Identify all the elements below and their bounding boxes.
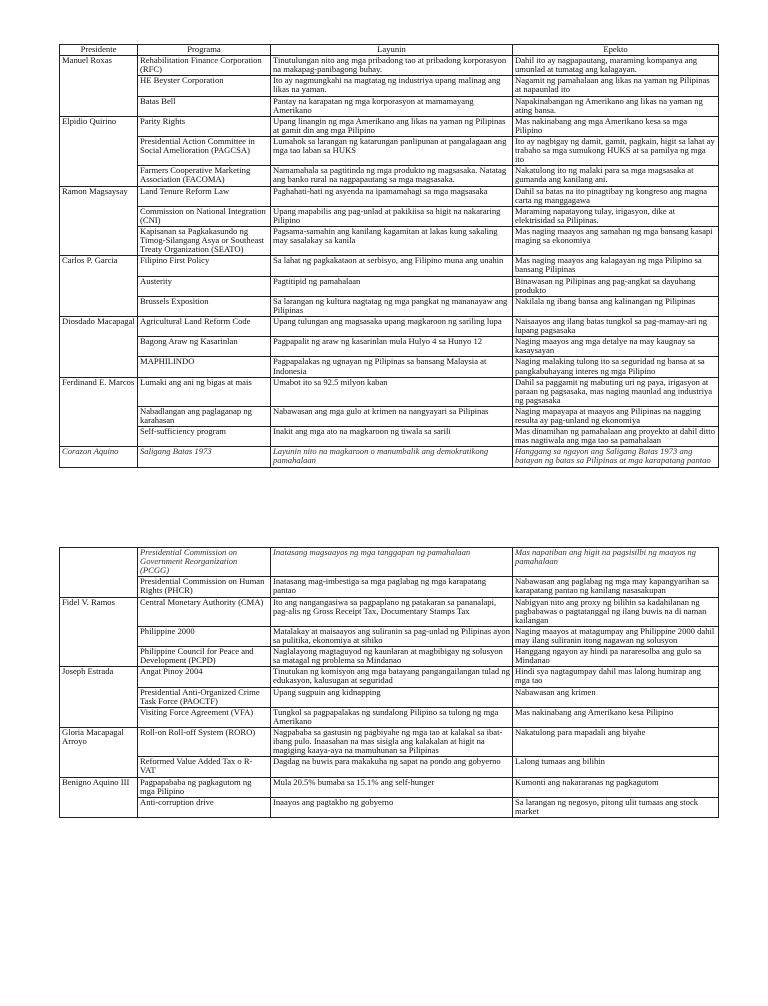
table-row bbox=[60, 56, 719, 76]
presidents-programs-table-1 bbox=[59, 44, 719, 468]
goal-cell: Namamahala sa pagtitinda ng mga produkto ng magsasaka. Natatag ang banko rural na nagpapautang sa mga magsasaka. bbox=[271, 166, 513, 186]
effect-cell: Hanggang ngayon ay hindi pa nararesolba ang gulo sa Mindanao bbox=[513, 647, 719, 667]
program-cell: Parity Rights bbox=[138, 116, 271, 136]
effect-cell: Mas nakinabang ang Amerikano kesa Pilipino bbox=[513, 707, 719, 727]
program-cell: Agricultural Land Reform Code bbox=[138, 316, 271, 336]
goal-cell: Inaayos ang pagtakbo ng gobyerno bbox=[271, 797, 513, 817]
goal-cell: Layunin nito na magkaroon o manumbalik ang demokratikong pamahalaan bbox=[271, 447, 513, 467]
program-cell: Commission on National Integration (CNI) bbox=[138, 206, 271, 226]
effect-cell: Mas naging maayos ang samahan ng mga bansang kasapi maging sa ekonomiya bbox=[513, 226, 719, 255]
effect-cell: Mas dinamihan ng pamahalaan ang proyekto at dahil ditto mas nagtiwala ang mga tao sa pamahalaan bbox=[513, 427, 719, 447]
table-row bbox=[60, 316, 719, 336]
program-cell: Land Tenure Reform Law bbox=[138, 186, 271, 206]
goal-cell: Ito ang nangangasiwa sa pagpaplano ng patakaran sa pananalapi, pag-alis ng Gross Receipt Tax, Documentary Stamps Tax bbox=[271, 597, 513, 626]
goal-cell: Tinutulungan nito ang mga pribadong tao at pribadong korporasyon na makapag-panibagong buhay. bbox=[271, 56, 513, 76]
goal-cell: Lumahok sa larangan ng katarungan panlipunan at pangalagaan ang mga tao laban sa HUKS bbox=[271, 136, 513, 165]
program-cell: Anti-corruption drive bbox=[138, 797, 271, 817]
program-cell: Presidential Commission on Human Rights (PHCR) bbox=[138, 577, 271, 597]
table-row bbox=[60, 186, 719, 206]
table-row bbox=[60, 447, 719, 467]
table-row bbox=[60, 548, 719, 577]
goal-cell: Inatasang magsaayos ng mga tanggapan ng pamahalaan bbox=[271, 548, 513, 577]
president-cell: Ferdinand E. Marcos bbox=[60, 377, 138, 447]
goal-cell: Sa lahat ng pagkakataon at serbisyo, ang Filipino muna ang unahin bbox=[271, 256, 513, 276]
program-cell: Nabadlangan ang paglaganap ng karahasan bbox=[138, 406, 271, 426]
goal-cell: Sa larangan ng kultura nagtatag ng mga pangkat ng mananayaw ang Pilipinas bbox=[271, 296, 513, 316]
program-cell: Lumaki ang ani ng bigas at mais bbox=[138, 377, 271, 406]
program-cell: Reformed Value Added Tax o R-VAT bbox=[138, 757, 271, 777]
table-row bbox=[60, 797, 719, 817]
table-row bbox=[60, 76, 719, 96]
table-row bbox=[60, 296, 719, 316]
table-row bbox=[60, 276, 719, 296]
effect-cell: Naging malaking tulong ito sa seguridad ng bansa at sa pangkabuhayang interes ng mga Pilipino bbox=[513, 357, 719, 377]
program-cell: Kapisanan sa Pagkakasundo ng Timog-Silangang Asya or Southeast Treaty Organization (SEATO) bbox=[138, 226, 271, 255]
effect-cell: Nabigyan nito ang proxy ng bilihin sa kadahilanan ng pagbabawas o pagtatanggal ng ilang buwis na di naman kailangan bbox=[513, 597, 719, 626]
program-cell: Presidential Anti-Organized Crime Task Force (PAOCTF) bbox=[138, 687, 271, 707]
program-cell: Batas Bell bbox=[138, 96, 271, 116]
goal-cell: Tinutukan ng komisyon ang mga batayang pangangailangan tulad ng edukasyon, kalusugan at seguridad bbox=[271, 667, 513, 687]
table-row bbox=[60, 166, 719, 186]
effect-cell: Hanggang sa ngayon ang Saligang Batas 1973 ang batayan ng batas sa Pilipinas at mga karapatang pantao bbox=[513, 447, 719, 467]
program-cell: Presidential Action Committee in Social Amelioration (PAGCSA) bbox=[138, 136, 271, 165]
table-row bbox=[60, 577, 719, 597]
goal-cell: Pagpapalakas ng ugnayan ng Pilipinas sa bansang Malaysia at Indonesia bbox=[271, 357, 513, 377]
president-cell: Gloria Macapagal Arroyo bbox=[60, 727, 138, 777]
header-presidente: Presidente bbox=[60, 45, 138, 56]
goal-cell: Tungkol sa pagpapalakas ng sundalong Pilipino sa tulong ng mga Amerikano bbox=[271, 707, 513, 727]
effect-cell: Kumonti ang nakararanas ng pagkagutom bbox=[513, 777, 719, 797]
table-row bbox=[60, 626, 719, 646]
table-row bbox=[60, 96, 719, 116]
effect-cell: Dahil sa paggamit ng mabuting uri ng paya, irigasyon at paraan ng pagsasaka, mas naging maunlad ang industriya ng pagsasaka bbox=[513, 377, 719, 406]
program-cell: Angat Pinoy 2004 bbox=[138, 667, 271, 687]
effect-cell: Nakatulong para mapadali ang biyahe bbox=[513, 727, 719, 756]
program-cell: Philippine Council for Peace and Development (PCPD) bbox=[138, 647, 271, 667]
table-row bbox=[60, 667, 719, 687]
effect-cell: Mas napatiban ang higit na pagsisilbi ng maayos ng pamahalaan bbox=[513, 548, 719, 577]
effect-cell: Lalong tumaas ang bilihin bbox=[513, 757, 719, 777]
effect-cell: Naging maayos at matagumpay ang Philippine 2000 dahil may ilang suliranin itong nagawan ng solusyon bbox=[513, 626, 719, 646]
table-row bbox=[60, 256, 719, 276]
table-row bbox=[60, 226, 719, 255]
effect-cell: Nabawasan ang krimen bbox=[513, 687, 719, 707]
header-layunin: Layunin bbox=[271, 45, 513, 56]
table-1-body bbox=[60, 56, 719, 467]
effect-cell: Nagamit ng pamahalaan ang likas na yaman ng Pilipinas at napaunlad ito bbox=[513, 76, 719, 96]
program-cell: MAPHILINDO bbox=[138, 357, 271, 377]
president-cell: Elpidio Quirino bbox=[60, 116, 138, 186]
president-cell: Fidel V. Ramos bbox=[60, 597, 138, 667]
president-cell: Joseph Estrada bbox=[60, 667, 138, 728]
program-cell: Roll-on Roll-off System (RORO) bbox=[138, 727, 271, 756]
goal-cell: Upang mapabilis ang pag-unlad at pakikiisa sa higit na nakararing Pilipino bbox=[271, 206, 513, 226]
presidents-programs-table-2 bbox=[59, 547, 719, 818]
effect-cell: Maraming napatayong tulay, irigasyon, dike at elektrisidad sa Pilipinas. bbox=[513, 206, 719, 226]
effect-cell: Nakilala ng ibang bansa ang kalinangan ng Pilipinas bbox=[513, 296, 719, 316]
effect-cell: Nakatulong ito ng malaki para sa mga magsasaka at gumanda ang kanilang ani. bbox=[513, 166, 719, 186]
effect-cell: Naging mapayapa at maayos ang Pilipinas na nagging resulta ay pag-unland ng ekonomiya bbox=[513, 406, 719, 426]
goal-cell: Nabawasan ang mga gulo at krimen na nangyayari sa Pilipinas bbox=[271, 406, 513, 426]
effect-cell: Ito ay nagbigay ng damit, gamit, pagkain, higit sa lahat ay trabaho sa mga sumukong HUKS at sa pamilya ng mga ito bbox=[513, 136, 719, 165]
effect-cell: Dahil sa batas na ito pinagtibay ng kongreso ang magna carta ng manggagawa bbox=[513, 186, 719, 206]
president-cell: Diosdado Macapagal bbox=[60, 316, 138, 377]
effect-cell: Sa larangan ng negosyo, pitong ulit tumaas ang stock market bbox=[513, 797, 719, 817]
goal-cell: Inakit ang mga ato na magkaroon ng tiwala sa sarili bbox=[271, 427, 513, 447]
goal-cell: Matalakay at maisaayos ang suliranin sa pag-unlad ng Pilipinas ayon sa pulitika, ekonomiya at sibiko bbox=[271, 626, 513, 646]
president-cell bbox=[60, 548, 138, 598]
goal-cell: Inatasang mag-imbestiga sa mga paglabag ng mga karapatang pantao bbox=[271, 577, 513, 597]
goal-cell: Upang tulungan ang magsasaka upang magkaroon ng sariling lupa bbox=[271, 316, 513, 336]
goal-cell: Upang sugpuin ang kidnapping bbox=[271, 687, 513, 707]
table-row bbox=[60, 757, 719, 777]
goal-cell: Dagdag na buwis para makakuha ng sapat na pondo ang gobyerno bbox=[271, 757, 513, 777]
president-cell: Ramon Magsaysay bbox=[60, 186, 138, 256]
program-cell: Visiting Force Agreement (VFA) bbox=[138, 707, 271, 727]
program-cell: HE Beyster Corporation bbox=[138, 76, 271, 96]
president-cell: Manuel Roxas bbox=[60, 56, 138, 117]
table-row bbox=[60, 377, 719, 406]
program-cell: Saligang Batas 1973 bbox=[138, 447, 271, 467]
program-cell: Philippine 2000 bbox=[138, 626, 271, 646]
table-row bbox=[60, 707, 719, 727]
president-cell: Carlos P. Garcia bbox=[60, 256, 138, 317]
effect-cell: Hindi sya nagtagumpay dahil mas lalong humirap ang mga tao bbox=[513, 667, 719, 687]
header-programa: Programa bbox=[138, 45, 271, 56]
goal-cell: Pagtitipid ng pamahalaan bbox=[271, 276, 513, 296]
table-row bbox=[60, 357, 719, 377]
table-row bbox=[60, 406, 719, 426]
table-2-body bbox=[60, 548, 719, 818]
goal-cell: Naglalayong magtaguyod ng kaunlaran at magbibigay ng solusyon sa matagal ng problema sa Mindanao bbox=[271, 647, 513, 667]
effect-cell: Nabawasan ang paglabag ng mga may kapangyarihan sa karapatang pantao ng kanilang nasasakupan bbox=[513, 577, 719, 597]
goal-cell: Mula 20.5% bumaba sa 15.1% ang self-hunger bbox=[271, 777, 513, 797]
goal-cell: Pantay na karapatan ng mga korporasyon at mamamayang Amerikano bbox=[271, 96, 513, 116]
goal-cell: Paghahati-hati ng asyenda na ipamamahagi sa mga magsasaka bbox=[271, 186, 513, 206]
president-cell: Benigno Aquino III bbox=[60, 777, 138, 817]
effect-cell: Dahil ito ay nagpapautang, maraming kompanya ang umunlad at tumatag ang kalagayan. bbox=[513, 56, 719, 76]
goal-cell: Ito ay nagmungkahi na magtatag ng industriya upang malinag ang likas na yaman. bbox=[271, 76, 513, 96]
goal-cell: Pagpapalit ng araw ng kasarinlan mula Hulyo 4 sa Hunyo 12 bbox=[271, 337, 513, 357]
effect-cell: Napakinabangan ng Amerikano ang likas na yaman ng ating bansa. bbox=[513, 96, 719, 116]
program-cell: Pagpapababa ng pagkagutom ng mga Pilipino bbox=[138, 777, 271, 797]
table-row bbox=[60, 687, 719, 707]
program-cell: Presidential Commission on Government Reorganization (PCGG) bbox=[138, 548, 271, 577]
table-row bbox=[60, 777, 719, 797]
program-cell: Austerity bbox=[138, 276, 271, 296]
table-row bbox=[60, 647, 719, 667]
table-row bbox=[60, 337, 719, 357]
program-cell: Filipino First Policy bbox=[138, 256, 271, 276]
goal-cell: Nagpababa sa gastusin ng pagbiyahe ng mga tao at kalakal sa ibat-ibang pulo. Inaasahan na mas sisigla ang kalakalan at higit na magiging kaaya-aya na mamuhunan sa Pilipinas bbox=[271, 727, 513, 756]
table-row bbox=[60, 727, 719, 756]
header-epekto: Epekto bbox=[513, 45, 719, 56]
goal-cell: Upang linangin ng mga Amerikano ang likas na yaman ng Pilipinas at gamit din ang mga Pilipino bbox=[271, 116, 513, 136]
program-cell: Rehabilitation Finance Corporation (RFC) bbox=[138, 56, 271, 76]
table-row bbox=[60, 427, 719, 447]
goal-cell: Umabot ito sa 92.5 milyon kaban bbox=[271, 377, 513, 406]
program-cell: Brussels Exposition bbox=[138, 296, 271, 316]
table-header-row bbox=[60, 45, 719, 56]
program-cell: Farmers Cooperative Marketing Association (FACOMA) bbox=[138, 166, 271, 186]
table-row bbox=[60, 116, 719, 136]
effect-cell: Naisaayos ang ilang batas tungkol sa pag-mamay-ari ng lupang pagsasaka bbox=[513, 316, 719, 336]
program-cell: Bagong Araw ng Kasarinlan bbox=[138, 337, 271, 357]
program-cell: Self-sufficiency program bbox=[138, 427, 271, 447]
effect-cell: Mas naging maayos ang kalagayan ng mga Pilipino sa bansang Pilipinas bbox=[513, 256, 719, 276]
program-cell: Central Monetary Authority (CMA) bbox=[138, 597, 271, 626]
effect-cell: Binawasan ng Pilipinas ang pag-angkat sa dayuhang produkto bbox=[513, 276, 719, 296]
table-row bbox=[60, 206, 719, 226]
table-row bbox=[60, 136, 719, 165]
goal-cell: Pagsama-samahin ang kanilang kagamitan at lakas kung sakaling may sasalakay sa kanila bbox=[271, 226, 513, 255]
table-row bbox=[60, 597, 719, 626]
effect-cell: Mas nakinabang ang mga Amerikano kesa sa mga Pilipino bbox=[513, 116, 719, 136]
effect-cell: Naging maayos ang mga detalye na may kaugnay sa kasaysayan bbox=[513, 337, 719, 357]
president-cell: Corazon Aquino bbox=[60, 447, 138, 467]
